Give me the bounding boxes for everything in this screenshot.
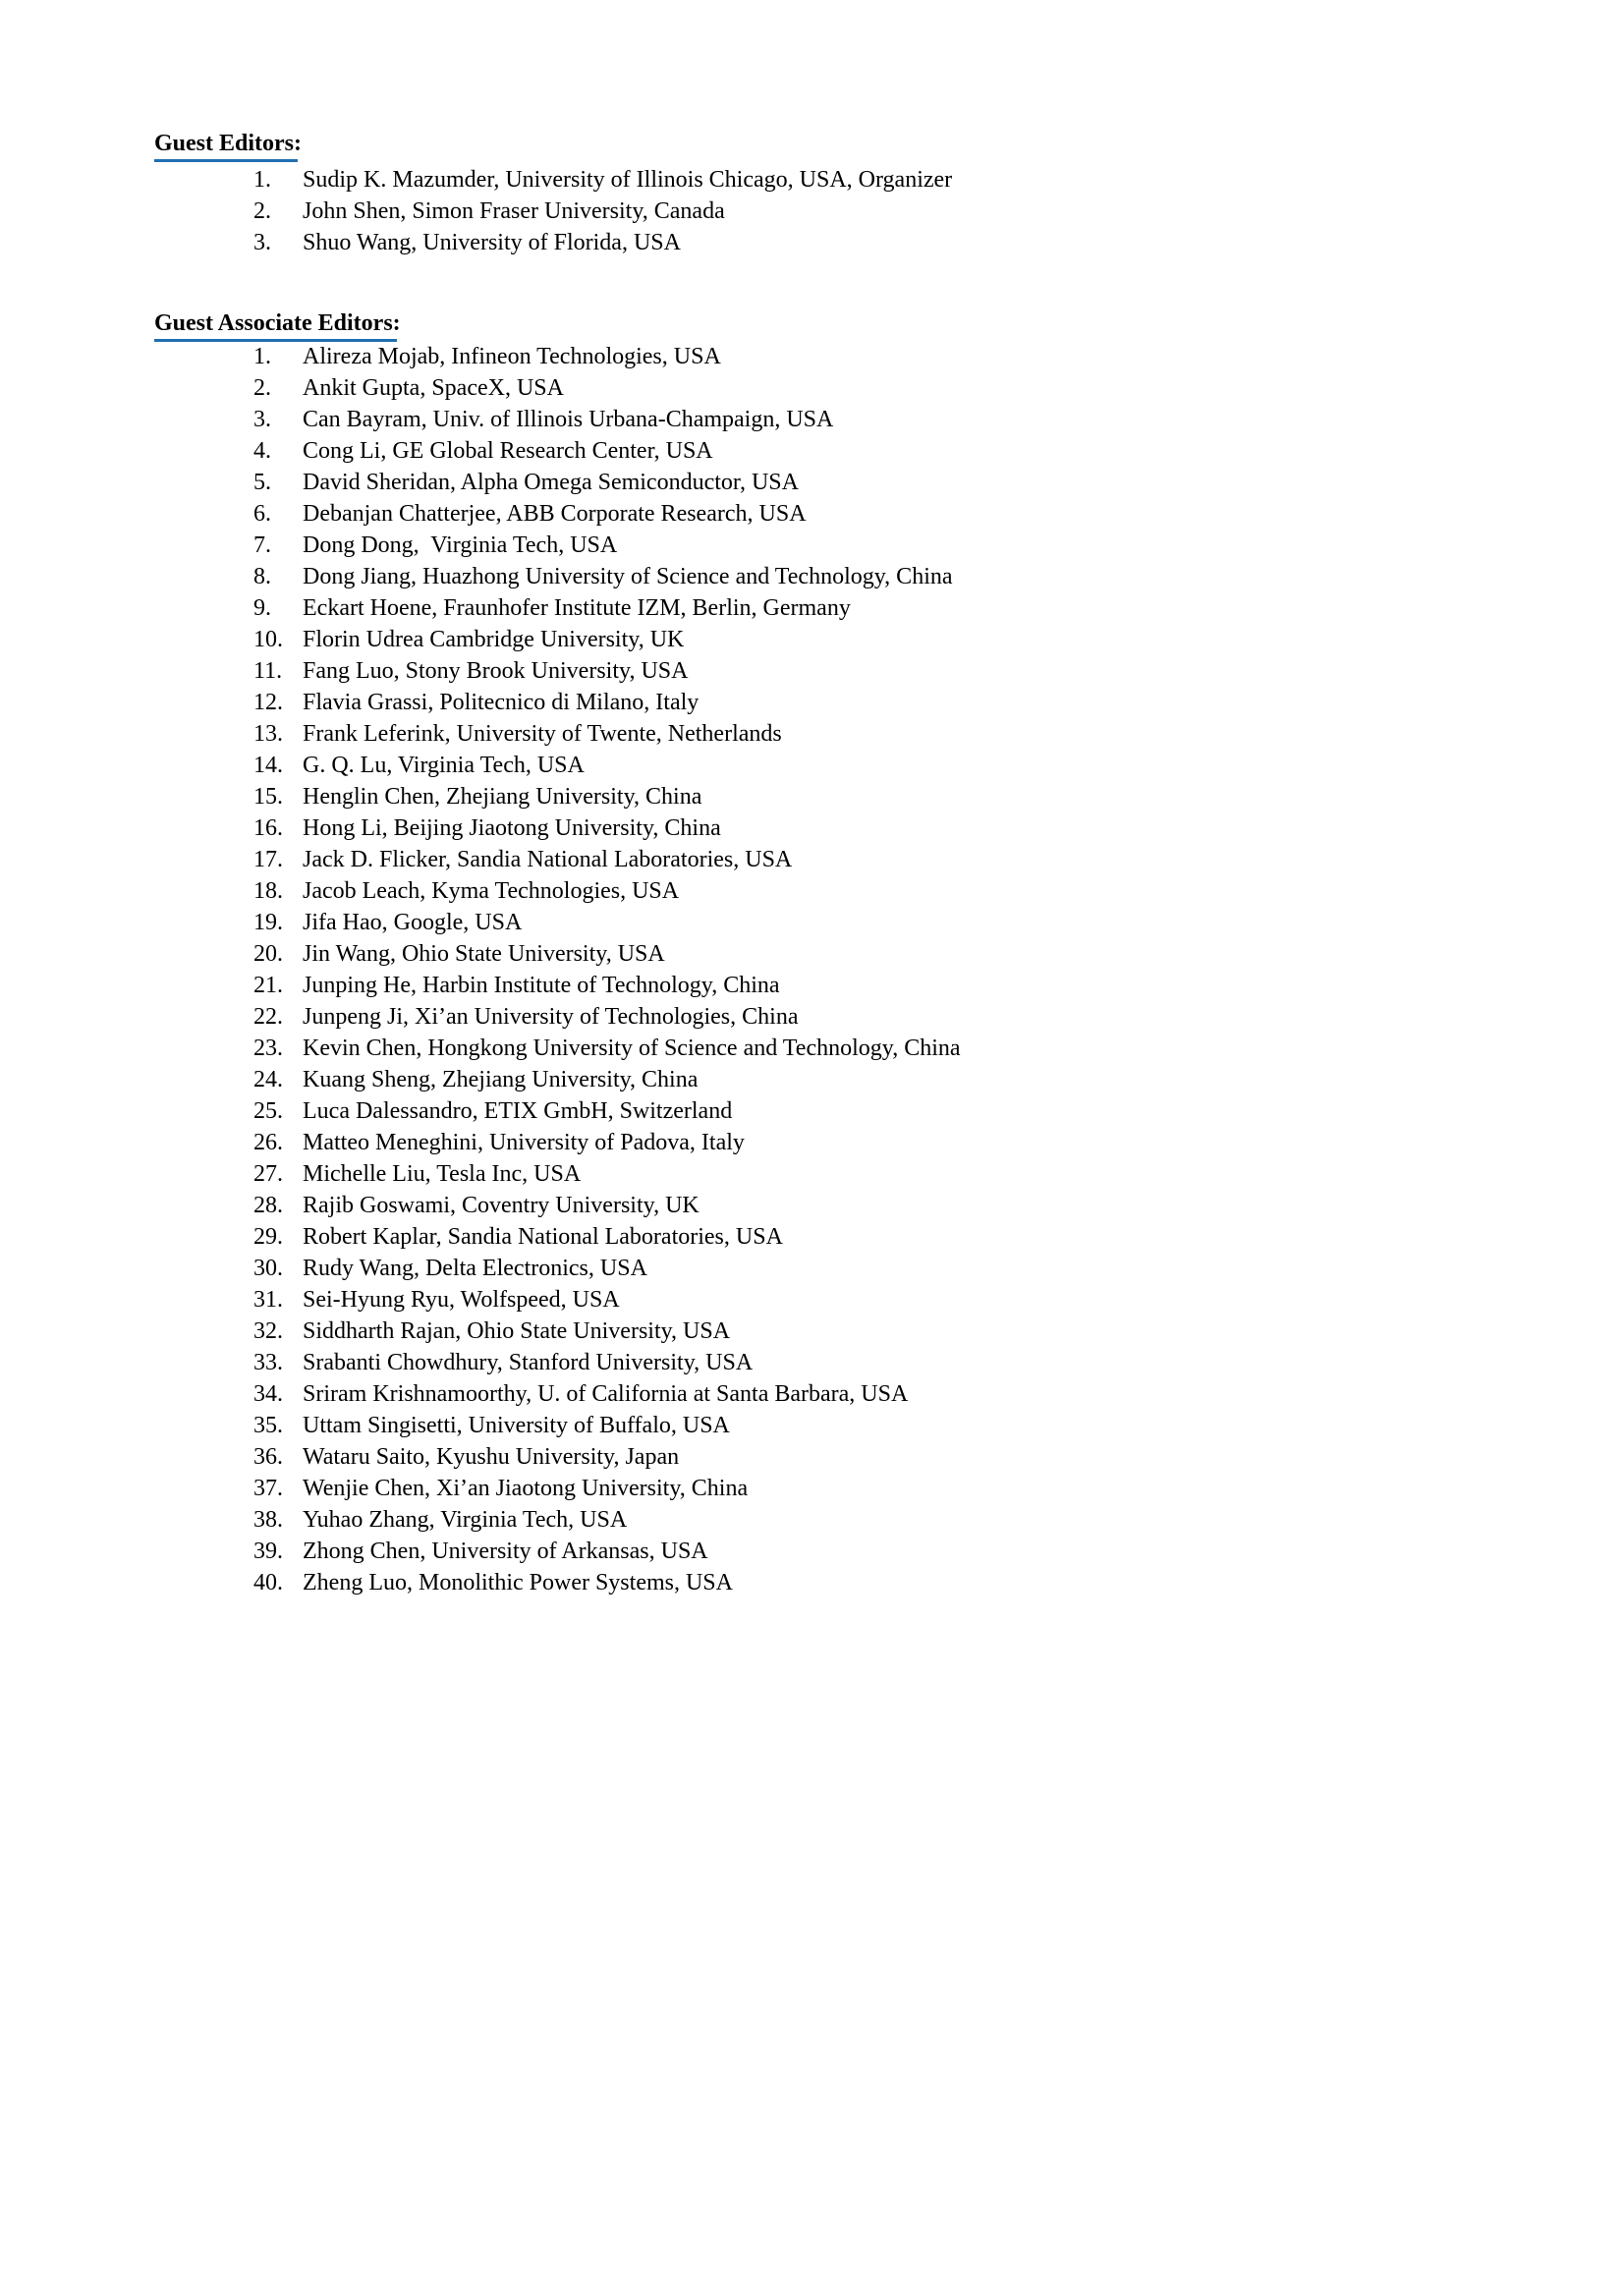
list-item (253, 1064, 961, 1095)
list-item (253, 655, 961, 687)
list-item (253, 875, 961, 907)
guest-editors-heading-colon: : (294, 131, 303, 156)
list-item-text: Jin Wang, Ohio State University, USA (303, 941, 665, 967)
list-item-text: Kevin Chen, Hongkong University of Science and Technology, China (303, 1036, 961, 1061)
list-item-number: 33. (253, 1350, 283, 1375)
list-item-number: 25. (253, 1098, 283, 1124)
list-item-number: 16. (253, 815, 283, 841)
list-item-text: Rajib Goswami, Coventry University, UK (303, 1193, 700, 1218)
list-item-text: Zheng Luo, Monolithic Power Systems, USA (303, 1570, 733, 1595)
list-item-number: 32. (253, 1318, 283, 1344)
list-item-text: Matteo Meneghini, University of Padova, Italy (303, 1130, 745, 1155)
list-item (253, 341, 961, 372)
list-item-text: John Shen, Simon Fraser University, Canada (303, 198, 725, 224)
list-item (253, 1410, 961, 1441)
list-item-text: Shuo Wang, University of Florida, USA (303, 230, 681, 255)
list-item-text: Junping He, Harbin Institute of Technology, China (303, 973, 780, 998)
list-item-number: 39. (253, 1539, 283, 1564)
list-item (253, 404, 961, 435)
list-item-number: 24. (253, 1067, 283, 1092)
list-item-number: 2. (253, 375, 271, 401)
list-item (253, 1033, 961, 1064)
list-item (253, 781, 961, 812)
list-item (253, 844, 961, 875)
list-item-text: Hong Li, Beijing Jiaotong University, China (303, 815, 721, 841)
list-item-text: Kuang Sheng, Zhejiang University, China (303, 1067, 699, 1092)
list-item-text: Alireza Mojab, Infineon Technologies, USA (303, 344, 721, 369)
list-item-text: Flavia Grassi, Politecnico di Milano, Italy (303, 690, 700, 715)
list-item-number: 6. (253, 501, 271, 527)
list-item (253, 1378, 961, 1410)
list-item-text: Cong Li, GE Global Research Center, USA (303, 438, 713, 464)
list-item (253, 227, 952, 258)
list-item-text: Ankit Gupta, SpaceX, USA (303, 375, 564, 401)
guest-editors-list (253, 164, 952, 258)
list-item-number: 9. (253, 595, 271, 621)
list-item (253, 1221, 961, 1253)
list-item (253, 1190, 961, 1221)
list-item-text: Sriram Krishnamoorthy, U. of California at Santa Barbara, USA (303, 1381, 909, 1407)
list-item (253, 372, 961, 404)
list-item-number: 26. (253, 1130, 283, 1155)
list-item-number: 1. (253, 344, 271, 369)
list-item (253, 1158, 961, 1190)
list-item-text: Junpeng Ji, Xi’an University of Technologies, China (303, 1004, 799, 1030)
list-item (253, 1253, 961, 1284)
list-item-number: 15. (253, 784, 283, 810)
list-item (253, 1567, 961, 1598)
list-item-text: Florin Udrea Cambridge University, UK (303, 627, 685, 652)
list-item-text: Srabanti Chowdhury, Stanford University, USA (303, 1350, 754, 1375)
list-item (253, 1347, 961, 1378)
list-item-text: Michelle Liu, Tesla Inc, USA (303, 1161, 582, 1187)
list-item (253, 164, 952, 196)
list-item-text: Jifa Hao, Google, USA (303, 910, 523, 935)
list-item-text: Sei-Hyung Ryu, Wolfspeed, USA (303, 1287, 620, 1313)
list-item (253, 561, 961, 592)
list-item (253, 1536, 961, 1567)
list-item-text: Sudip K. Mazumder, University of Illinois Chicago, USA, Organizer (303, 167, 953, 193)
guest-associate-editors-heading-text: Guest Associate Editors (154, 308, 393, 339)
list-item (253, 907, 961, 938)
list-item-number: 20. (253, 941, 283, 967)
list-item-text: G. Q. Lu, Virginia Tech, USA (303, 753, 585, 778)
list-item (253, 1441, 961, 1473)
guest-associate-editors-heading-colon: : (392, 310, 401, 336)
list-item (253, 750, 961, 781)
list-item-number: 38. (253, 1507, 283, 1533)
list-item (253, 1127, 961, 1158)
list-item (253, 1001, 961, 1033)
list-item-number: 4. (253, 438, 271, 464)
list-item (253, 970, 961, 1001)
list-item-text: Rudy Wang, Delta Electronics, USA (303, 1256, 647, 1281)
list-item (253, 718, 961, 750)
list-item-number: 40. (253, 1570, 283, 1595)
list-item-text: Jacob Leach, Kyma Technologies, USA (303, 878, 680, 904)
list-item-number: 3. (253, 407, 271, 432)
list-item-text: Dong Jiang, Huazhong University of Science and Technology, China (303, 564, 953, 589)
list-item-number: 34. (253, 1381, 283, 1407)
list-item-number: 5. (253, 470, 271, 495)
list-item (253, 196, 952, 227)
list-item (253, 1315, 961, 1347)
list-item-number: 10. (253, 627, 283, 652)
list-item-text: Henglin Chen, Zhejiang University, China (303, 784, 702, 810)
list-item-number: 7. (253, 532, 271, 558)
list-item-number: 8. (253, 564, 271, 589)
list-item-number: 35. (253, 1413, 283, 1438)
list-item-number: 29. (253, 1224, 283, 1250)
list-item-number: 17. (253, 847, 283, 872)
list-item-text: Uttam Singisetti, University of Buffalo, USA (303, 1413, 730, 1438)
list-item-text: Frank Leferink, University of Twente, Netherlands (303, 721, 782, 747)
list-item (253, 467, 961, 498)
list-item (253, 592, 961, 624)
guest-editors-heading (154, 128, 302, 159)
list-item-text: Luca Dalessandro, ETIX GmbH, Switzerland (303, 1098, 733, 1124)
list-item (253, 1284, 961, 1315)
list-item (253, 435, 961, 467)
list-item-text: Wenjie Chen, Xi’an Jiaotong University, China (303, 1476, 749, 1501)
list-item-number: 28. (253, 1193, 283, 1218)
list-item-number: 2. (253, 198, 271, 224)
list-item (253, 938, 961, 970)
list-item-text: Can Bayram, Univ. of Illinois Urbana-Champaign, USA (303, 407, 834, 432)
list-item-number: 31. (253, 1287, 283, 1313)
list-item-text: David Sheridan, Alpha Omega Semiconductor, USA (303, 470, 799, 495)
list-item-number: 36. (253, 1444, 283, 1470)
list-item-number: 14. (253, 753, 283, 778)
list-item-text: Jack D. Flicker, Sandia National Laboratories, USA (303, 847, 793, 872)
list-item-text: Zhong Chen, University of Arkansas, USA (303, 1539, 708, 1564)
list-item-text: Debanjan Chatterjee, ABB Corporate Research, USA (303, 501, 807, 527)
guest-editors-heading-text: Guest Editors (154, 128, 294, 159)
list-item-text: Eckart Hoene, Fraunhofer Institute IZM, Berlin, Germany (303, 595, 851, 621)
list-item-number: 21. (253, 973, 283, 998)
list-item-number: 3. (253, 230, 271, 255)
list-item-number: 23. (253, 1036, 283, 1061)
list-item (253, 687, 961, 718)
list-item-number: 37. (253, 1476, 283, 1501)
list-item (253, 1473, 961, 1504)
list-item-number: 11. (253, 658, 283, 684)
list-item (253, 498, 961, 530)
list-item-number: 1. (253, 167, 271, 193)
list-item-text: Fang Luo, Stony Brook University, USA (303, 658, 689, 684)
list-item-number: 22. (253, 1004, 283, 1030)
list-item (253, 624, 961, 655)
list-item-text: Wataru Saito, Kyushu University, Japan (303, 1444, 680, 1470)
list-item-number: 19. (253, 910, 283, 935)
guest-associate-editors-list (253, 341, 961, 1598)
list-item (253, 1095, 961, 1127)
list-item (253, 812, 961, 844)
list-item-number: 13. (253, 721, 283, 747)
list-item (253, 1504, 961, 1536)
list-item-text: Siddharth Rajan, Ohio State University, USA (303, 1318, 731, 1344)
list-item (253, 530, 961, 561)
list-item-text: Yuhao Zhang, Virginia Tech, USA (303, 1507, 628, 1533)
list-item-text: Dong Dong, Virginia Tech, USA (303, 532, 618, 558)
list-item-number: 12. (253, 690, 283, 715)
guest-associate-editors-heading (154, 308, 401, 339)
list-item-number: 18. (253, 878, 283, 904)
list-item-text: Robert Kaplar, Sandia National Laboratories, USA (303, 1224, 783, 1250)
list-item-number: 27. (253, 1161, 283, 1187)
list-item-number: 30. (253, 1256, 283, 1281)
